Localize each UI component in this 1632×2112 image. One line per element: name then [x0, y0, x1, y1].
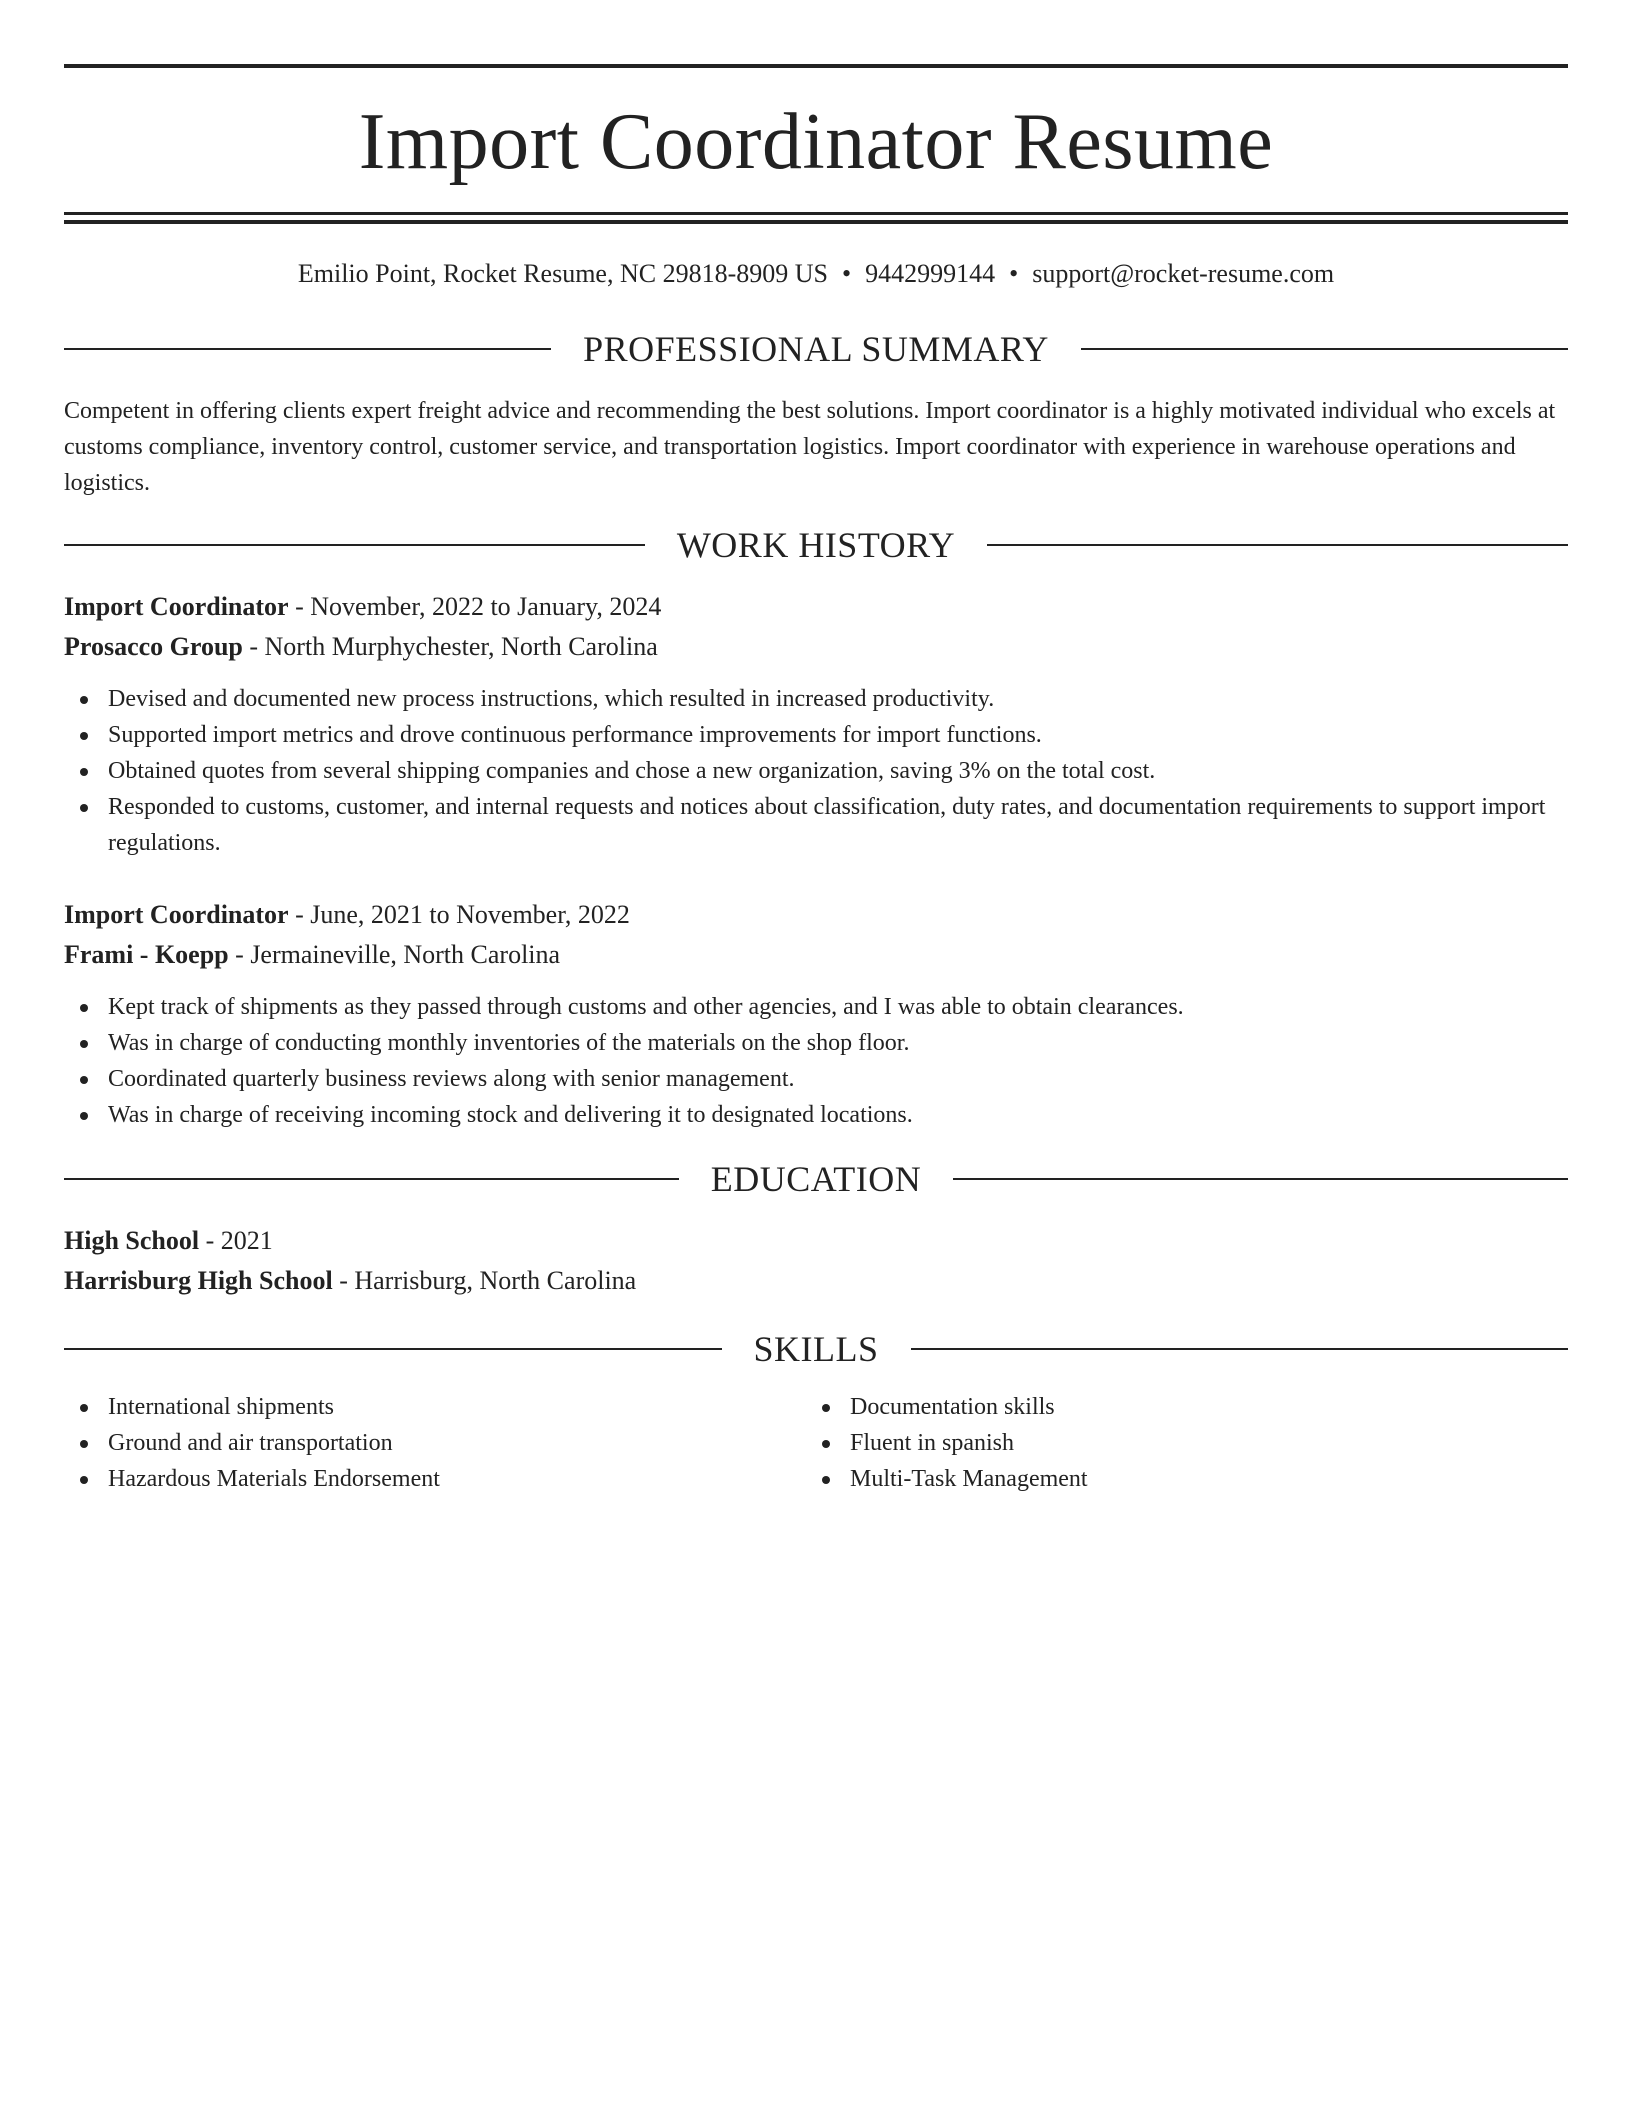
section-rule-left: [64, 1348, 722, 1350]
skills-grid: [64, 1389, 1568, 1497]
education-entry: [64, 1221, 1568, 1301]
job-bullets: [64, 989, 1568, 1133]
skills-heading: SKILLS: [753, 1329, 879, 1370]
section-rule-right: [911, 1348, 1569, 1350]
education-heading: EDUCATION: [710, 1159, 922, 1200]
section-rule-left: [64, 1178, 679, 1180]
job-dates: - June, 2021 to November, 2022: [288, 900, 630, 930]
list-item: Coordinated quarterly business reviews along with senior management.: [64, 1061, 1568, 1097]
education-location: - Harrisburg, North Carolina: [332, 1266, 637, 1296]
work-heading: WORK HISTORY: [676, 525, 956, 566]
section-rule-left: [64, 544, 645, 546]
skills-column-right: [806, 1389, 1548, 1497]
job-company: Frami - Koepp: [64, 940, 229, 970]
list-item: Was in charge of conducting monthly inventories of the materials on the shop floor.: [64, 1025, 1568, 1061]
title-double-rule: [64, 212, 1568, 224]
job-entry: [64, 587, 1568, 861]
job-title-line: [64, 895, 1568, 935]
education-degree-line: [64, 1221, 1568, 1261]
skill-item: Fluent in spanish: [806, 1425, 1548, 1461]
contact-email: support@rocket-resume.com: [1032, 259, 1335, 288]
list-item: Kept track of shipments as they passed through customs and other agencies, and I was able to obtain clearances.: [64, 989, 1568, 1025]
skill-item: Hazardous Materials Endorsement: [64, 1461, 806, 1497]
job-location: - North Murphychester, North Carolina: [242, 632, 658, 662]
resume-title: Import Coordinator Resume: [358, 98, 1274, 186]
education-year: - 2021: [199, 1226, 273, 1256]
section-rule-right: [953, 1178, 1568, 1180]
skills-section-header: [64, 1329, 1568, 1370]
contact-separator: •: [841, 259, 852, 288]
contact-address: Emilio Point, Rocket Resume, NC 29818-8909 US: [297, 259, 828, 288]
work-section-header: [64, 525, 1568, 566]
skill-item: Multi-Task Management: [806, 1461, 1548, 1497]
resume-page: [64, 64, 1568, 1497]
job-bullets: [64, 681, 1568, 861]
job-company-line: [64, 627, 1568, 667]
education-school-line: [64, 1261, 1568, 1301]
list-item: Responded to customs, customer, and internal requests and notices about classification, duty rates, and documentation requirements to support import regulations.: [64, 789, 1568, 861]
education-section-header: [64, 1159, 1568, 1200]
summary-section-header: [64, 329, 1568, 370]
list-item: Was in charge of receiving incoming stock and delivering it to designated locations.: [64, 1097, 1568, 1133]
contact-phone: 9442999144: [865, 259, 996, 288]
skill-item: Documentation skills: [806, 1389, 1548, 1425]
skill-item: International shipments: [64, 1389, 806, 1425]
summary-text: Competent in offering clients expert freight advice and recommending the best solutions. Import coordinator is a highly motivated individual who excels at customs compliance, inventory control, customer service, and transportation logistics. Import coordinator with experience in warehouse operations and logistics.: [64, 398, 1556, 497]
skills-column-left: [64, 1389, 806, 1497]
job-title-line: [64, 587, 1568, 627]
list-item: Supported import metrics and drove continuous performance improvements for import functions.: [64, 717, 1568, 753]
section-rule-right: [1081, 348, 1568, 350]
list-item: Devised and documented new process instructions, which resulted in increased productivity.: [64, 681, 1568, 717]
contact-separator: •: [1009, 259, 1019, 288]
job-dates: - November, 2022 to January, 2024: [288, 592, 662, 622]
section-rule-left: [64, 348, 551, 350]
job-title: Import Coordinator: [64, 592, 289, 622]
job-title: Import Coordinator: [64, 900, 289, 930]
job-entry: [64, 895, 1568, 1133]
summary-heading: PROFESSIONAL SUMMARY: [583, 329, 1049, 370]
job-company-line: [64, 935, 1568, 975]
education-school: Harrisburg High School: [64, 1266, 333, 1296]
skill-item: Ground and air transportation: [64, 1425, 806, 1461]
education-degree: High School: [64, 1226, 200, 1256]
job-location: - Jermaineville, North Carolina: [228, 940, 561, 970]
top-rule: [64, 64, 1568, 68]
section-rule-right: [987, 544, 1568, 546]
job-company: Prosacco Group: [64, 632, 243, 662]
contact-line: [64, 258, 1568, 289]
list-item: Obtained quotes from several shipping companies and chose a new organization, saving 3% on the total cost.: [64, 753, 1568, 789]
